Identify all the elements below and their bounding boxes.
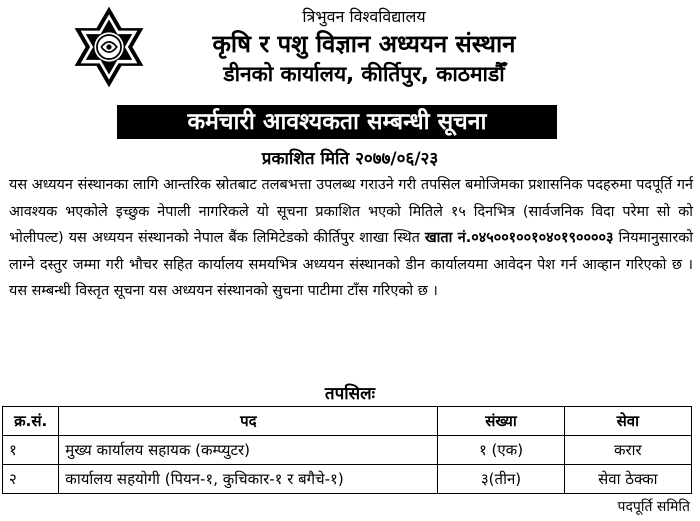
- signature-committee: पदपूर्ति समिति: [617, 499, 690, 515]
- row-serial: २: [3, 465, 59, 494]
- header-position: पद: [59, 407, 438, 436]
- row-count: ३(तीन): [438, 465, 564, 494]
- university-name: त्रिभुवन विश्वविद्यालय: [302, 7, 426, 26]
- notice-body-part2: नियमानुसारको लाग्ने दस्तुर जम्मा गरी भौचर सहित कार्यालय समयभित्र अध्ययन संस्थानको डीन कार्यालयमा आवेदन पेश गर्न आव्हान गरिएको छ । यस सम्बन्धी विस्तृत सूचना यस अध्ययन संस्थानको सुचना पाटीमा टाँस गरिएको छ ।: [9, 230, 694, 300]
- notice-body-part1: यस अध्ययन संस्थानका लागि आन्तरिक स्रोतबाट तलबभत्ता उपलब्ध गराउने गरी तपसिल बमोजिमका प्रशासनिक पदहरुमा पदपूर्ति गर्न आवश्यक भएकोले इच्छुक नेपाली नागरिकले यो सूचना प्रकाशित भएको मितिले १५ दिनभित्र (सार्वजनिक विदा परेमा सो को भोलीपल्ट) यस अध्ययन संस्थानको नेपाल बैंक लिमिटेडको कीर्तिपुर शाखा स्थित: [9, 177, 693, 247]
- row-count: १ (एक): [438, 436, 564, 465]
- header-service: सेवा: [564, 407, 691, 436]
- notice-title-banner: कर्मचारी आवश्यकता सम्बन्धी सूचना: [117, 105, 557, 139]
- published-date: प्रकाशित मिति २०७७/०६/२३: [261, 149, 439, 169]
- row-service: करार: [564, 436, 691, 465]
- institute-name: कृषि र पशु विज्ञान अध्ययन संस्थान: [212, 30, 516, 58]
- office-address: डीनको कार्यालय, कीर्तिपुर, काठमाडौँ: [223, 62, 505, 86]
- header-serial: क्र.सं.: [3, 407, 59, 436]
- table-caption: तपसिलः: [324, 384, 376, 404]
- positions-table: [2, 406, 692, 494]
- table-row: [3, 465, 692, 494]
- row-service: सेवा ठेक्का: [564, 465, 691, 494]
- notice-body: [9, 172, 693, 305]
- table-row: [3, 436, 692, 465]
- row-serial: १: [3, 436, 59, 465]
- header-count: संख्या: [438, 407, 564, 436]
- row-position: कार्यालय सहयोगी (पियन-१, कुचिकार-१ र बगैचे-१): [59, 465, 438, 494]
- row-position: मुख्य कार्यालय सहायक (कम्प्युटर): [59, 436, 438, 465]
- table-header-row: [3, 407, 692, 436]
- account-number: खाता नं.०४५००१००१०४०१९००००३: [424, 230, 614, 247]
